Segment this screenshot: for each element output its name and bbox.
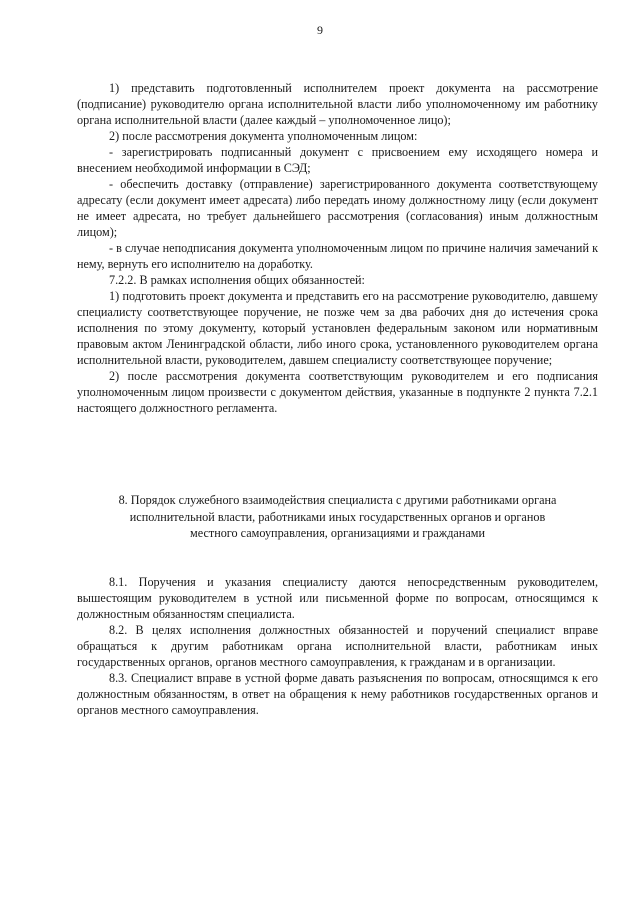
paragraph: 8.1. Поручения и указания специалисту даются непосредственным руководителем, вышестоящим руководителем в устной или письменной форме по вопросам, относящимся к должностным обязанностям специалиста. (77, 575, 598, 621)
section-heading: 8. Порядок служебного взаимодействия специалиста с другими работниками органа исполнительной власти, работниками иных государственных органов и органов местного самоуправления, организациями и гражданами (118, 493, 557, 540)
paragraph: 7.2.2. В рамках исполнения общих обязанностей: (109, 273, 365, 287)
paragraph: 1) подготовить проект документа и представить его на рассмотрение руководителю, давшему специалисту соответствующее поручение, не позже чем за два рабочих дня до истечения срока исполнения по этому документу, который установлен федеральным законом или нормативным правовым актом Ленинградской области, либо иного срока, установленного руководителем органа исполнительной власти, руководителем, давшем специалисту соответствующее поручение; (77, 289, 598, 367)
page-number: 9 (317, 23, 323, 37)
paragraph: 8.2. В целях исполнения должностных обязанностей и поручений специалист вправе обращаться к другим работникам органа исполнительной власти, работникам иных государственных органов, органов местного самоуправления, к гражданам и в организации. (77, 623, 598, 669)
paragraph: - в случае неподписания документа уполномоченным лицом по причине наличия замечаний к нему, вернуть его исполнителю на доработку. (77, 241, 598, 271)
section-7-text (77, 80, 598, 416)
paragraph: 2) после рассмотрения документа соответствующим руководителем и его подписания уполномоченным лицом произвести с документом действия, указанные в подпункте 2 пункта 7.2.1 настоящего должностного регламента. (77, 369, 598, 415)
paragraph: 8.3. Специалист вправе в устной форме давать разъяснения по вопросам, относящимся к его должностным обязанностям, в ответ на обращения к нему работников государственных органов и органов местного самоуправления. (77, 671, 598, 717)
paragraph: 1) представить подготовленный исполнителем проект документа на рассмотрение (подписание) руководителю органа исполнительной власти либо уполномоченному им работнику органа исполнительной власти (далее каждый – уполномоченное лицо); (77, 81, 598, 127)
paragraph: 2) после рассмотрения документа уполномоченным лицом: (109, 129, 418, 143)
paragraph: - обеспечить доставку (отправление) зарегистрированного документа соответствующему адресату (если документ имеет адресата) либо передать иному должностному лицу (если документ не имеет адресата, но требует дальнейшего рассмотрения (согласования) иным должностным лицом); (77, 177, 598, 239)
section-8-text (77, 574, 598, 718)
paragraph: - зарегистрировать подписанный документ с присвоением ему исходящего номера и внесением необходимой информации в СЭД; (77, 145, 598, 175)
